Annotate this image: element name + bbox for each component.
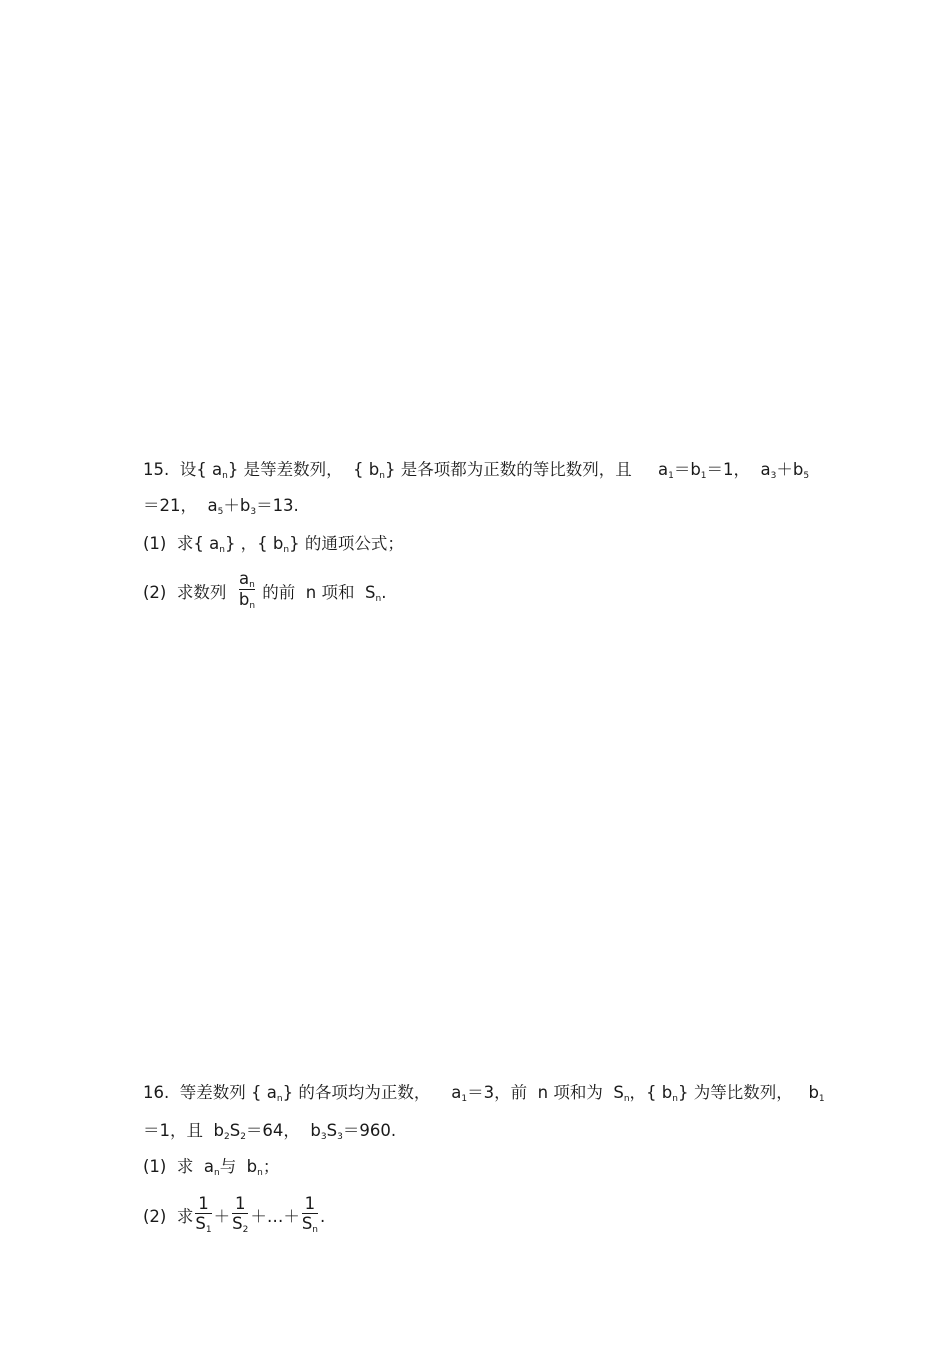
fraction-1-over-s2: $\frac{1}{S_2}$	[232, 1194, 249, 1235]
problem-16-part-1: (1) 求 $a_n$与 $b_n$；	[143, 1157, 280, 1178]
problem-15-part-1: (1) 求{ $a_n$} ，{ $b_n$} 的通项公式；	[143, 534, 404, 555]
problem-16-line-2: ＝1，且 $b_2S_2=64$， $b_3S_3=960$.	[143, 1121, 397, 1142]
fraction-an-over-bn: $\frac{a_n}{b_n}$	[238, 569, 256, 611]
problem-15-line-1: 15. 设{ $a_n$} 是等差数列， { $b_n$} 是各项都为正数的等比数列，且 $a_1=b_1=1$， $a_3+b_5$	[143, 460, 810, 481]
fraction-1-over-sn: $\frac{1}{S_n}$	[301, 1194, 319, 1235]
problem-15-line-2: ＝21， $a_5+b_3=13$.	[143, 496, 299, 517]
problem-number: 16.	[143, 1083, 170, 1102]
problem-number: 15.	[143, 460, 170, 479]
problem-16-line-1: 16. 等差数列 { $a_n$} 的各项均为正数， $a_1=3$，前 n 项和为 $S_n$，{ $b_n$} 为等比数列， $b_1$	[143, 1083, 825, 1104]
fraction-1-over-s1: $\frac{1}{S_1}$	[195, 1194, 212, 1235]
problem-15-part-2: (2) 求数列 $\frac{a_n}{b_n}$ 的前 n 项和 $S_n$.	[143, 569, 387, 611]
problem-16-part-2: (2) 求 $\frac{1}{S_1}$ ＋ $\frac{1}{S_2}$ ＋…＋ $\frac{1}{S_n}$ .	[143, 1194, 326, 1235]
